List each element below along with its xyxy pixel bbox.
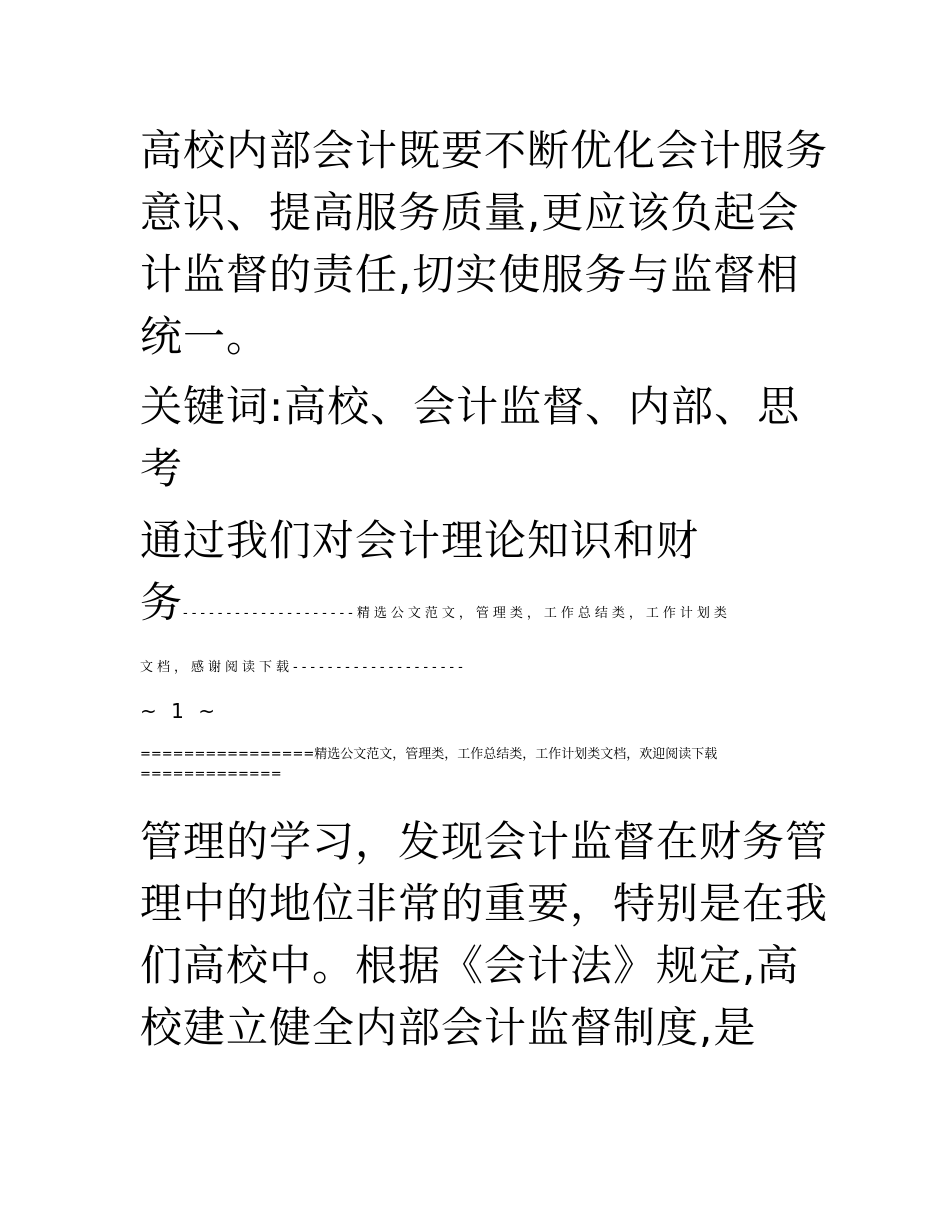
footer-line (140, 572, 820, 634)
text-line: 校建立健全内部会计监督制度,是 (140, 1003, 757, 1052)
text-line: 们高校中。根据《会计法》规定,高 (140, 941, 800, 990)
text-line: 统一。 (140, 312, 270, 361)
page-number: ~ 1 ~ (140, 699, 219, 723)
keywords (140, 376, 820, 500)
paragraph-management (140, 811, 829, 1059)
text-line: 管理的学习，发现会计监督在财务管 (140, 817, 829, 866)
footer-text: --------------------精选公文范文，管理类，工作总结类，工作计划类 (183, 606, 731, 621)
document-page (140, 120, 829, 1059)
text-line-end: 务 (140, 578, 184, 627)
paragraph-study (140, 510, 820, 675)
paragraph-intro (140, 120, 829, 368)
keywords-line: 关键词:高校、会计监督、内部、思 (140, 382, 801, 431)
keywords-line: 考 (140, 444, 184, 493)
footer-text-cont: 文档，感谢阅读下载-------------------- (140, 660, 467, 675)
text-line: 计监督的责任,切实使服务与监督相 (140, 250, 800, 299)
text-line: 意识、提高服务质量,更应该负起会 (140, 188, 800, 237)
text-line: 理中的地位非常的重要，特别是在我 (140, 879, 829, 928)
text-line: 高校内部会计既要不断优化会计服务 (140, 126, 829, 175)
text-line: 通过我们对会计理论知识和财 (140, 516, 700, 565)
header-banner: ================精选公文范文，管理类，工作总结类，工作计划类文档，欢迎阅读下载============= (140, 747, 718, 782)
